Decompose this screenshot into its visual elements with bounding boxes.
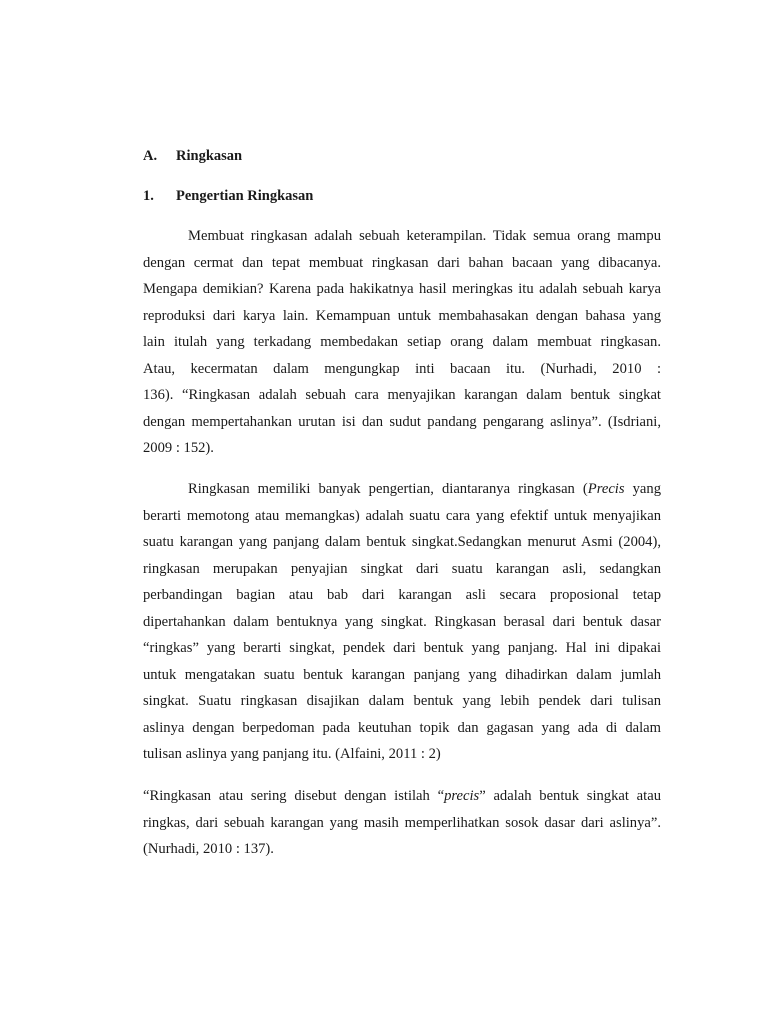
- paragraph-line: 136). “Ringkasan adalah sebuah cara menyajikan karangan dalam bentuk singkat: [143, 387, 661, 403]
- paragraph-line: reproduksi dari karya lain. Kemampuan untuk membahasakan dengan bahasa yang: [143, 307, 661, 324]
- section-title: Ringkasan: [176, 148, 243, 164]
- paragraph-line: (Nurhadi, 2010 : 137).: [143, 841, 274, 857]
- paragraph-line: “ringkas” yang berarti singkat, pendek dari bentuk yang panjang. Hal ini dipakai: [143, 640, 661, 656]
- paragraph-line: Atau, kecermatan dalam mengungkap inti bacaan itu. (Nurhadi, 2010 :: [143, 360, 661, 377]
- paragraph-text: Ringkasan memiliki banyak pengertian, diantaranya ringkasan (: [188, 481, 588, 497]
- paragraph-line: aslinya dengan berpedoman pada keutuhan topik dan gagasan yang ada di dalam: [143, 719, 661, 736]
- paragraph-text: yang: [624, 481, 661, 497]
- italic-term: precis: [444, 788, 480, 804]
- section-heading: [143, 146, 242, 166]
- paragraph-line: dipertahankan dalam bentuknya yang singkat. Ringkasan berasal dari bentuk dasar: [143, 613, 661, 630]
- paragraph-line: Membuat ringkasan adalah sebuah keterampilan. Tidak semua orang mampu: [188, 228, 661, 244]
- paragraph-line: perbandingan bagian atau bab dari karangan asli secara proposional tetap: [143, 587, 661, 603]
- paragraph-line: [143, 783, 661, 810]
- section-letter: A.: [143, 148, 158, 164]
- subsection-heading: [143, 186, 313, 206]
- italic-term: Precis: [587, 481, 625, 497]
- paragraph-text: ” adalah bentuk singkat atau: [479, 788, 661, 804]
- paragraph-line: Mengapa demikian? Karena pada hakikatnya hasil meringkas itu adalah sebuah karya: [143, 281, 661, 297]
- paragraph-line: dengan cermat dan tepat membuat ringkasan dari bahan bacaan yang dibacanya.: [143, 254, 661, 271]
- paragraph-1: [143, 223, 661, 462]
- paragraph-2: [143, 476, 661, 768]
- paragraph-3: [143, 783, 661, 863]
- subsection-number: 1.: [143, 188, 154, 204]
- subsection-title: Pengertian Ringkasan: [176, 188, 314, 204]
- paragraph-line: ringkasan merupakan penyajian singkat dari suatu karangan asli, sedangkan: [143, 560, 661, 577]
- paragraph-line: untuk mengatakan suatu bentuk karangan panjang yang dihadirkan dalam jumlah: [143, 666, 661, 683]
- paragraph-line: tulisan aslinya yang panjang itu. (Alfaini, 2011 : 2): [143, 746, 441, 762]
- paragraph-line: suatu karangan yang panjang dalam bentuk singkat.Sedangkan menurut Asmi (2004),: [143, 534, 661, 550]
- paragraph-line: berarti memotong atau memangkas) adalah suatu cara yang efektif untuk menyajikan: [143, 507, 661, 524]
- paragraph-line: [143, 476, 661, 503]
- paragraph-line: ringkas, dari sebuah karangan yang masih memperlihatkan sosok dasar dari aslinya”.: [143, 814, 661, 831]
- paragraph-line: 2009 : 152).: [143, 440, 214, 456]
- paragraph-line: singkat. Suatu ringkasan disajikan dalam bentuk yang lebih pendek dari tulisan: [143, 693, 661, 709]
- paragraph-line: dengan mempertahankan urutan isi dan sudut pandang pengarang aslinya”. (Isdriani,: [143, 413, 661, 430]
- paragraph-text: “Ringkasan atau sering disebut dengan istilah “: [143, 788, 445, 804]
- paragraph-line: lain itulah yang terkadang membedakan setiap orang dalam membuat ringkasan.: [143, 334, 661, 350]
